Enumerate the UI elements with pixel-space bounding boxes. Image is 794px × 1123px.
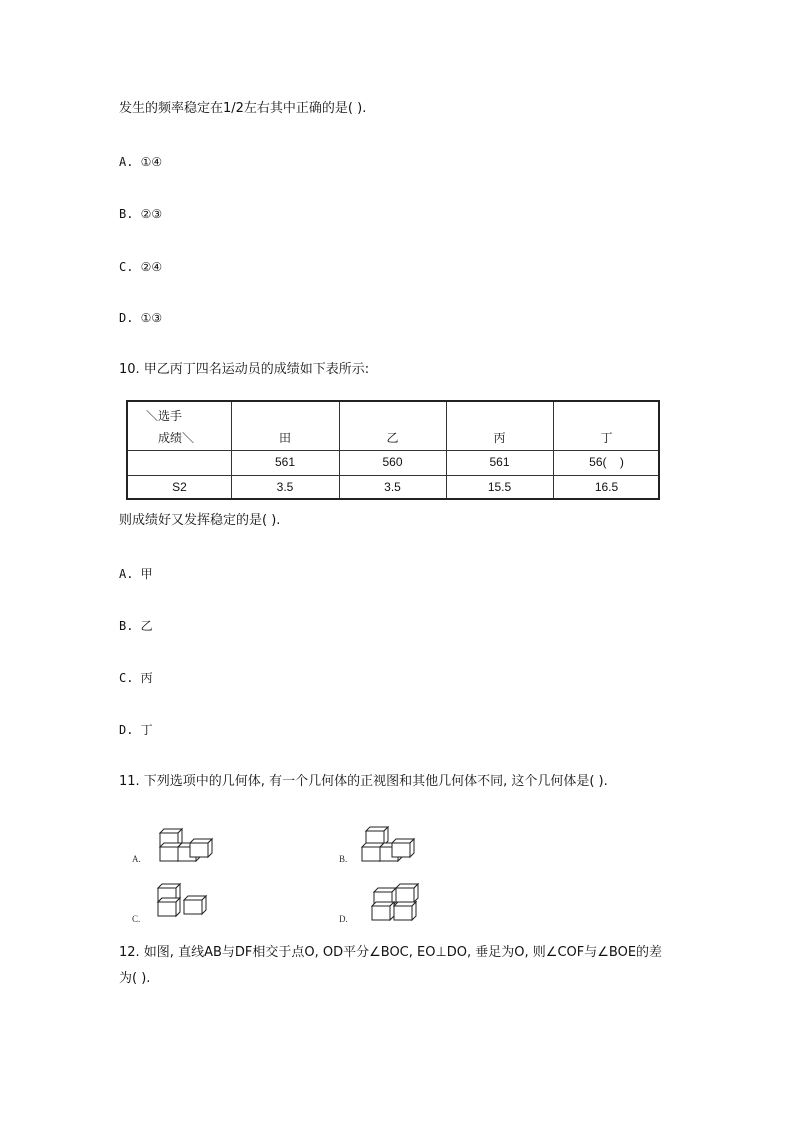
table-header-2: 乙 [386,431,399,445]
figure-label-d: D. [339,914,348,924]
figure-d-cubes [372,884,418,920]
table-r1-c2: 560 [382,455,403,469]
q9-option-b: B. ②③ [119,207,163,221]
table-corner-bottom: 成绩＼ [158,431,195,445]
figure-a-cubes [160,829,212,861]
table-r1-c3: 561 [489,455,510,469]
table-corner-top: ＼选手 [146,409,183,423]
q10-option-a: A. 甲 [119,567,153,581]
q10-stem: 10. 甲乙丙丁四名运动员的成绩如下表所示: [119,362,370,377]
table-r2-c3: 15.5 [487,480,512,494]
score-table [126,400,660,500]
table-r1-c1: 561 [274,455,296,469]
figure-label-c: C. [132,914,141,924]
q9-option-c: C. ②④ [119,260,163,274]
table-header-1: 田 [278,431,291,445]
q9-option-a: A. ①④ [119,155,163,169]
table-r2-c4: 16.5 [594,480,619,494]
figure-label-a: A. [132,854,141,864]
q10-option-c: C. 丙 [119,671,153,685]
table-r2-c2: 3.5 [384,480,401,494]
table-r2-c1: 3.5 [276,480,294,494]
q11-figures [128,818,458,930]
q11-stem: 11. 下列选项中的几何体, 有一个几何体的正视图和其他几何体不同, 这个几何体是( ). [119,774,608,789]
table-r1-c4: 56( ) [589,455,624,469]
table-header-4: 丁 [600,431,613,445]
figure-b-cubes [362,827,414,861]
q9-stem-tail: 发生的频率稳定在1/2左右其中正确的是( ). [119,101,367,116]
q12-line-1: 12. 如图, 直线AB与DF相交于点O, OD平分∠BOC, EO⊥DO, 垂足为O, 则∠COF与∠BOE的差 [119,945,663,960]
figure-c-cubes [158,884,206,916]
table-header-3: 丙 [493,431,506,445]
q10-option-b: B. 乙 [119,619,153,633]
cube-figures [128,818,458,930]
q10-question: 则成绩好又发挥稳定的是( ). [119,513,281,528]
figure-label-b: B. [339,854,348,864]
q9-option-d: D. ①③ [119,311,163,325]
q10-option-d: D. 丁 [119,723,153,737]
table-r2-label: S2 [172,480,187,494]
q12-line-2: 为( ). [119,971,151,986]
